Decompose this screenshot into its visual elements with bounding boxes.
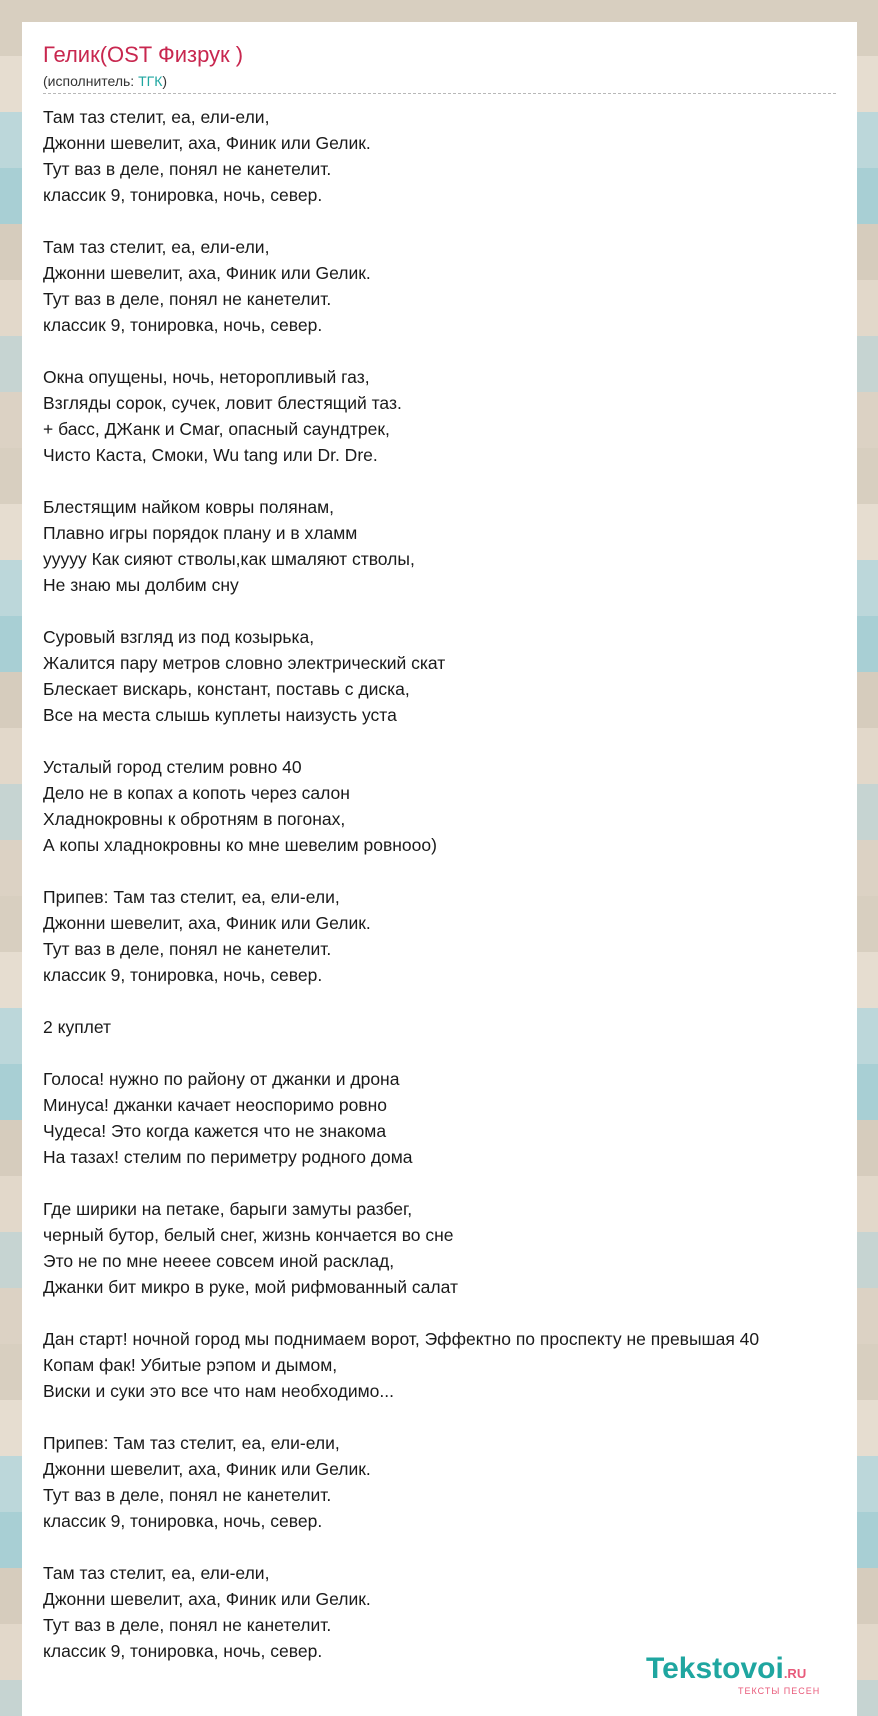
lyric-line: Где ширики на петаке, барыги замуты разбег, [43,1199,413,1219]
artist-line [43,73,167,89]
logo-tagline: ТЕКСТЫ ПЕСЕН [738,1686,821,1696]
lyric-line: Дело не в копах а копоть через салон [43,783,350,803]
lyric-line [43,1040,759,1066]
lyric-line: Джонни шевелит, аха, Финик или Gелик. [43,1589,371,1609]
lyric-line: Блескает вискарь, констант, поставь с диска, [43,679,410,699]
lyric-line: классик 9, тонировка, ночь, север. [43,965,323,985]
lyric-line: Чудеса! Это когда кажется что не знакома [43,1121,387,1141]
lyric-line: Это не по мне нееее совсем иной расклад, [43,1251,395,1271]
lyric-line [43,468,759,494]
lyric-line: Дан старт! ночной город мы поднимаем ворот, Эффектно по проспекту не превышая 40 [43,1329,760,1349]
lyric-line: Джонни шевелит, аха, Финик или Gелик. [43,133,371,153]
lyric-line: Окна опущены, ночь, неторопливый газ, [43,367,370,387]
lyric-line: Джонни шевелит, аха, Финик или Gелик. [43,263,371,283]
lyric-line: Блестящим найком ковры полянам, [43,497,335,517]
lyric-line: Голоса! нужно по району от джанки и дрона [43,1069,400,1089]
lyric-line: Припев: Там таз стелит, еа, ели-ели, [43,887,340,907]
lyric-line: Тут ваз в деле, понял не канетелит. [43,1615,332,1635]
lyric-line: Тут ваз в деле, понял не канетелит. [43,289,332,309]
lyric-line: Тут ваз в деле, понял не канетелит. [43,939,332,959]
lyric-line: Там таз стелит, еа, ели-ели, [43,237,270,257]
lyric-line [43,1404,759,1430]
lyric-line [43,1170,759,1196]
lyric-line: Джонни шевелит, аха, Финик или Gелик. [43,1459,371,1479]
lyric-line: классик 9, тонировка, ночь, север. [43,1511,323,1531]
lyric-line: Хладнокровны к обротням в погонах, [43,809,346,829]
lyric-line [43,858,759,884]
lyric-line: Копам фак! Убитые рэпом и дымом, [43,1355,338,1375]
lyric-line [43,988,759,1014]
title-divider [43,93,836,94]
lyric-line: Там таз стелит, еа, ели-ели, [43,1563,270,1583]
lyric-line: черный бутор, белый снег, жизнь кончается во сне [43,1225,454,1245]
lyric-line: + басс, ДЖанк и Cмar, опасный саундтрек, [43,419,390,439]
artist-prefix: (исполнитель: [43,73,139,89]
lyric-line: ууууу Как сияют стволы,как шмаляют стволы, [43,549,415,569]
artist-suffix: ) [162,73,168,89]
lyric-line: Тут ваз в деле, понял не канетелит. [43,1485,332,1505]
lyric-line: классик 9, тонировка, ночь, север. [43,185,323,205]
lyric-line [43,1300,759,1326]
lyric-line [43,338,759,364]
lyric-line: Джанки бит микро в руке, мой рифмованный салат [43,1277,458,1297]
lyric-line [43,728,759,754]
lyric-line: классик 9, тонировка, ночь, север. [43,1641,323,1661]
lyric-line [43,598,759,624]
lyric-line: Суровый взгляд из под козырька, [43,627,315,647]
lyric-line: Взгляды сорок, сучек, ловит блестящий таз. [43,393,402,413]
lyric-line: Тут ваз в деле, понял не канетелит. [43,159,332,179]
lyric-line: Все на места слышь куплеты наизусть уста [43,705,397,725]
lyric-line: Усталый город стелим ровно 40 [43,757,302,777]
lyric-line: Жалится пару метров словно электрический скат [43,653,446,673]
site-logo[interactable] [646,1652,821,1696]
artist-link[interactable]: ТГК [138,73,163,89]
lyric-line: классик 9, тонировка, ночь, север. [43,315,323,335]
logo-tld: .RU [783,1666,807,1681]
song-title: Гелик(OST Физрук ) [43,42,244,67]
lyric-line: Там таз стелит, еа, ели-ели, [43,107,270,127]
lyric-line: На тазах! стелим по периметру родного дома [43,1147,413,1167]
lyric-line [43,1534,759,1560]
lyric-line: Чисто Каста, Смоки, Wu tang или Dr. Dre. [43,445,378,465]
lyric-line: Виски и суки это все что нам необходимо... [43,1381,394,1401]
lyric-line: Припев: Там таз стелит, еа, ели-ели, [43,1433,340,1453]
lyric-line: А копы хладнокровны ко мне шевелим ровнооо) [43,835,437,855]
lyric-line: Джонни шевелит, аха, Финик или Gелик. [43,913,371,933]
logo-name: Tekstovoi [646,1652,784,1685]
lyric-line [43,208,759,234]
lyrics-text [43,104,759,1664]
lyric-line: Не знаю мы долбим сну [43,575,239,595]
lyric-line: 2 куплет [43,1017,112,1037]
lyric-line: Минуса! джанки качает неоспоримо ровно [43,1095,388,1115]
lyric-line: Плавно игры порядок плану и в хламм [43,523,358,543]
